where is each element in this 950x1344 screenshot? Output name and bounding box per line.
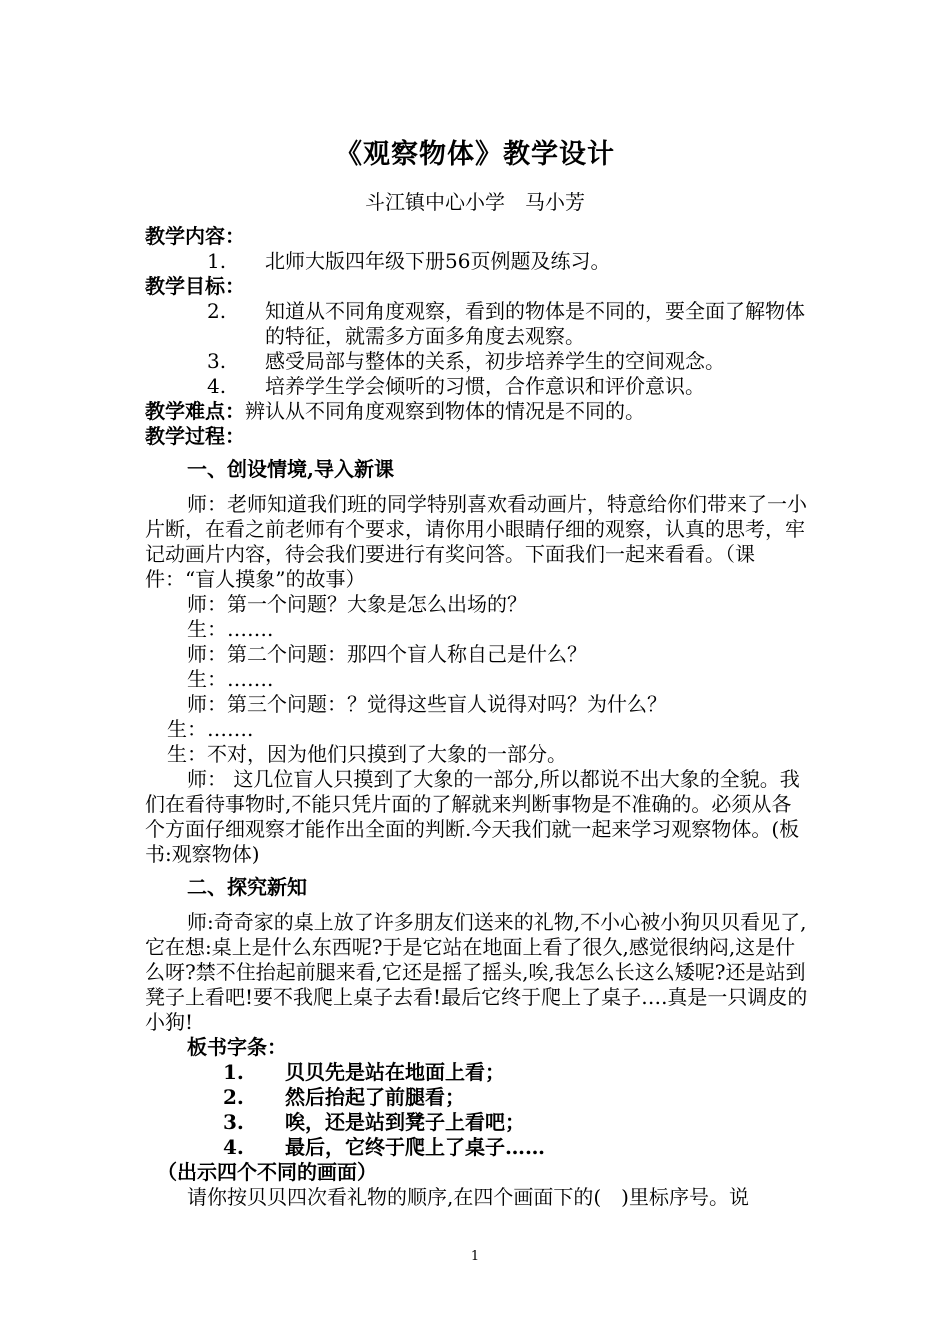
page-number: 1: [470, 1249, 480, 1264]
content-label: 教学内容：: [145, 224, 245, 248]
list-item: [145, 1085, 810, 1110]
story-paragraph: 师:奇奇家的桌上放了许多朋友们送来的礼物,不小心被小狗贝贝看见了,它在想:桌上是什么东西呢?于是它站在地面上看了很久,感觉很纳闷,这是什么呀?禁不住抬起前腿来看,它还是摇了摇头,唉,我怎么长这么矮呢?还是站到凳子上看吧!要不我爬上桌子去看!最后它终于爬上了桌子….真是一只调皮的小狗!: [145, 910, 808, 1034]
list-item-number: 2.: [223, 1085, 244, 1109]
difficulty-label: 教学难点：: [145, 399, 245, 423]
teacher-question-2: 师：第二个问题：那四个盲人称自己是什么？: [187, 642, 587, 666]
student-answer-1: 生：…….: [187, 617, 274, 641]
list-item: [145, 374, 810, 399]
list-item: [145, 299, 810, 349]
list-item: [145, 1060, 810, 1085]
goals-list: [145, 299, 810, 399]
list-item-number: 3.: [223, 1110, 244, 1134]
list-item: [145, 249, 810, 274]
list-item-text: 然后抬起了前腿看；: [285, 1085, 465, 1109]
student-answer-3: 生：…….: [167, 717, 254, 741]
list-item-text: 感受局部与整体的关系，初步培养学生的空间观念。: [265, 349, 725, 373]
list-item-number: 4.: [207, 374, 227, 398]
teacher-question-1: 师：第一个问题？大象是怎么出场的？: [187, 592, 527, 616]
difficulty-text: 辨认从不同角度观察到物体的情况是不同的。: [245, 399, 645, 423]
list-item-text: 唉，还是站到凳子上看吧；: [285, 1110, 525, 1134]
list-item-text: 知道从不同角度观察，看到的物体是不同的，要全面了解物体的特征，就需多方面多角度去观察。: [265, 299, 805, 348]
section-heading-2: 二、探究新知: [187, 875, 307, 899]
task-paragraph: 请你按贝贝四次看礼物的顺序,在四个画面下的( )里标序号。说: [187, 1185, 749, 1209]
list-item-text: 贝贝先是站在地面上看；: [285, 1060, 505, 1084]
content-list: [145, 249, 810, 274]
document-body: [145, 224, 810, 1210]
list-item-number: 1.: [207, 249, 227, 273]
list-item: [145, 349, 810, 374]
section-heading-1: 一、创设情境,导入新课: [187, 457, 394, 481]
author-line: 斗江镇中心小学 马小芳: [365, 190, 585, 214]
difficulty-paragraph: [145, 399, 810, 424]
document-title: 《观察物体》教学设计: [335, 139, 615, 170]
list-item-text: 北师大版四年级下册56页例题及练习。: [265, 249, 611, 273]
student-answer-4: 生：不对，因为他们只摸到了大象的一部分。: [167, 742, 567, 766]
list-item-text: 最后，它终于爬上了桌子……: [285, 1135, 545, 1159]
student-answer-2: 生：…….: [187, 667, 274, 691]
list-item-number: 1.: [223, 1060, 244, 1084]
board-list: [145, 1060, 810, 1160]
teacher-question-3: 师：第三个问题：？觉得这些盲人说得对吗？为什么？: [187, 692, 667, 716]
list-item-number: 2.: [207, 299, 227, 323]
list-item: [145, 1135, 810, 1160]
process-label: 教学过程：: [145, 424, 245, 448]
goals-label: 教学目标：: [145, 274, 245, 298]
summary-paragraph: 师： 这几位盲人只摸到了大象的一部分,所以都说不出大象的全貌。我们在看待事物时,不能只凭片面的了解就来判断事物是不准确的。必须从各个方面仔细观察才能作出全面的判断.今天我们就一起来学习观察物体。(板书:观察物体): [145, 767, 800, 866]
show-pictures-note: （出示四个不同的画面）: [157, 1160, 377, 1184]
list-item-number: 4.: [223, 1135, 244, 1159]
list-item-text: 培养学生学会倾听的习惯，合作意识和评价意识。: [265, 374, 705, 398]
intro-paragraph: 师：老师知道我们班的同学特别喜欢看动画片，特意给你们带来了一小片断，在看之前老师有个要求，请你用小眼睛仔细的观察，认真的思考，牢记动画片内容，待会我们要进行有奖问答。下面我们一起来看看。（课件：“盲人摸象”的故事）: [145, 492, 807, 591]
list-item-number: 3.: [207, 349, 227, 373]
list-item: [145, 1110, 810, 1135]
board-label: 板书字条：: [187, 1035, 287, 1059]
